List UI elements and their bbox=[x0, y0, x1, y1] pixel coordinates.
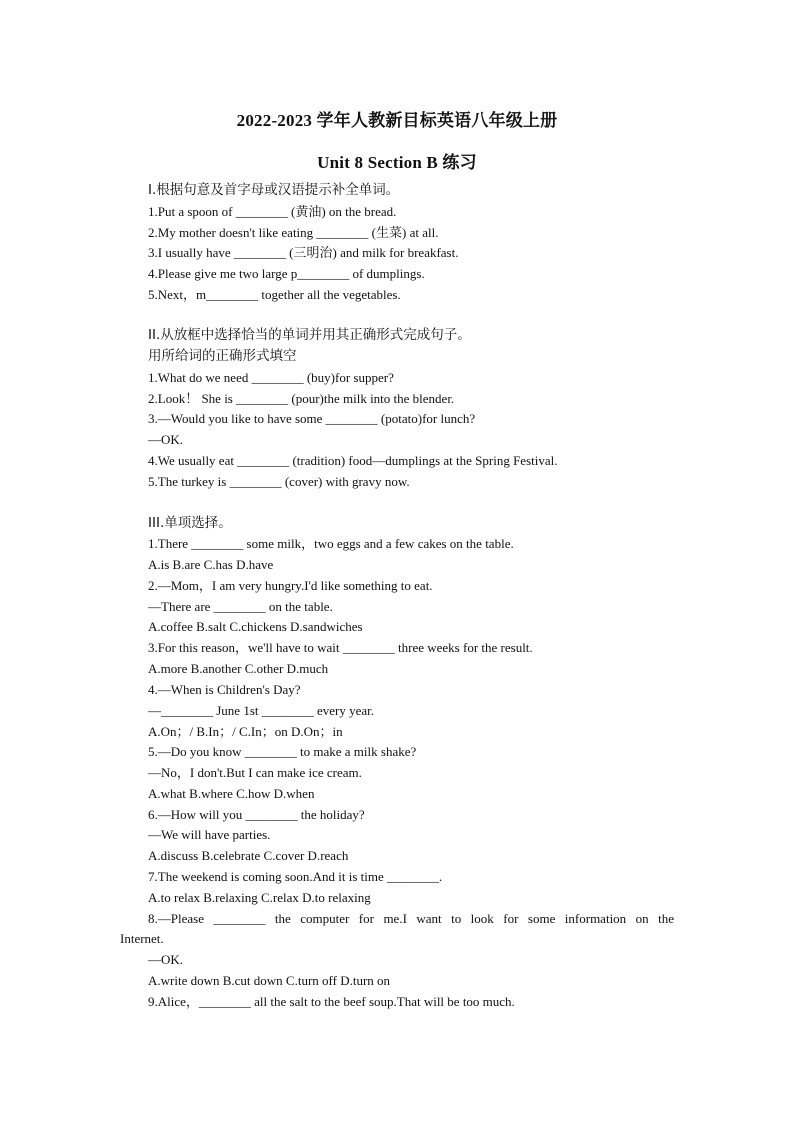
section2-item: 1.What do we need ________ (buy)for supper? bbox=[148, 370, 394, 385]
section3-options: A.write down B.cut down C.turn off D.turn on bbox=[148, 973, 391, 988]
section3-line: 3.For this reason，we'll have to wait ________ three weeks for the result. bbox=[148, 640, 533, 655]
section3-line: 1.There ________ some milk，two eggs and a few cakes on the table. bbox=[148, 536, 514, 551]
section2-item: 2.Look！ She is ________ (pour)the milk into the blender. bbox=[148, 391, 455, 406]
section3-line: —No，I don't.But I can make ice cream. bbox=[148, 765, 362, 780]
page-subtitle: Unit 8 Section B 练习 bbox=[317, 153, 477, 172]
section3-heading: III.单项选择。 bbox=[148, 515, 232, 531]
section3-options: A.what B.where C.how D.when bbox=[148, 786, 315, 801]
section3-line: 2.—Mom，I am very hungry.I'd like something to eat. bbox=[148, 578, 433, 593]
section3-options: A.more B.another C.other D.much bbox=[148, 661, 329, 676]
section3-line: 8.—Please ________ the computer for me.I want to look for some information on the bbox=[148, 911, 674, 926]
section1-heading: I.根据句意及首字母或汉语提示补全单词。 bbox=[148, 182, 400, 198]
section1-item: 1.Put a spoon of ________ (黄油) on the bread. bbox=[148, 204, 397, 219]
section3-line: —OK. bbox=[148, 952, 184, 967]
section2-item: 5.The turkey is ________ (cover) with gravy now. bbox=[148, 474, 410, 489]
section3-line: —There are ________ on the table. bbox=[148, 599, 333, 614]
section2-item: —OK. bbox=[148, 432, 184, 447]
section1-item: 3.I usually have ________ (三明治) and milk for breakfast. bbox=[148, 245, 459, 260]
section2-heading: II.从放框中选择恰当的单词并用其正确形式完成句子。 bbox=[148, 327, 471, 343]
section1-item: 5.Next，m________ together all the vegetables. bbox=[148, 287, 401, 302]
section3-line: 5.—Do you know ________ to make a milk shake? bbox=[148, 744, 417, 759]
section3-line: —We will have parties. bbox=[148, 827, 271, 842]
section2-item: 3.—Would you like to have some ________ (potato)for lunch? bbox=[148, 411, 476, 426]
section1-item: 4.Please give me two large p________ of dumplings. bbox=[148, 266, 425, 281]
page-title: 2022-2023 学年人教新目标英语八年级上册 bbox=[236, 111, 558, 130]
section3-line: 6.—How will you ________ the holiday? bbox=[148, 807, 365, 822]
section3-options: A.discuss B.celebrate C.cover D.reach bbox=[148, 848, 349, 863]
section3-options: A.On；/ B.In；/ C.In；on D.On；in bbox=[148, 724, 343, 739]
section3-options: A.to relax B.relaxing C.relax D.to relaxing bbox=[148, 890, 371, 905]
section3-options: A.is B.are C.has D.have bbox=[148, 557, 274, 572]
section3-line-continuation: Internet. bbox=[120, 931, 164, 946]
section3-line: —________ June 1st ________ every year. bbox=[148, 703, 375, 718]
section3-line: 7.The weekend is coming soon.And it is time ________. bbox=[148, 869, 443, 884]
section3-line: 4.—When is Children's Day? bbox=[148, 682, 301, 697]
section1-item: 2.My mother doesn't like eating ________ (生菜) at all. bbox=[148, 225, 439, 240]
section3-line: 9.Alice，________ all the salt to the beef soup.That will be too much. bbox=[148, 994, 515, 1009]
section2-subheading: 用所给词的正确形式填空 bbox=[148, 348, 297, 364]
section2-item: 4.We usually eat ________ (tradition) food—dumplings at the Spring Festival. bbox=[148, 453, 558, 468]
section3-options: A.coffee B.salt C.chickens D.sandwiches bbox=[148, 619, 363, 634]
